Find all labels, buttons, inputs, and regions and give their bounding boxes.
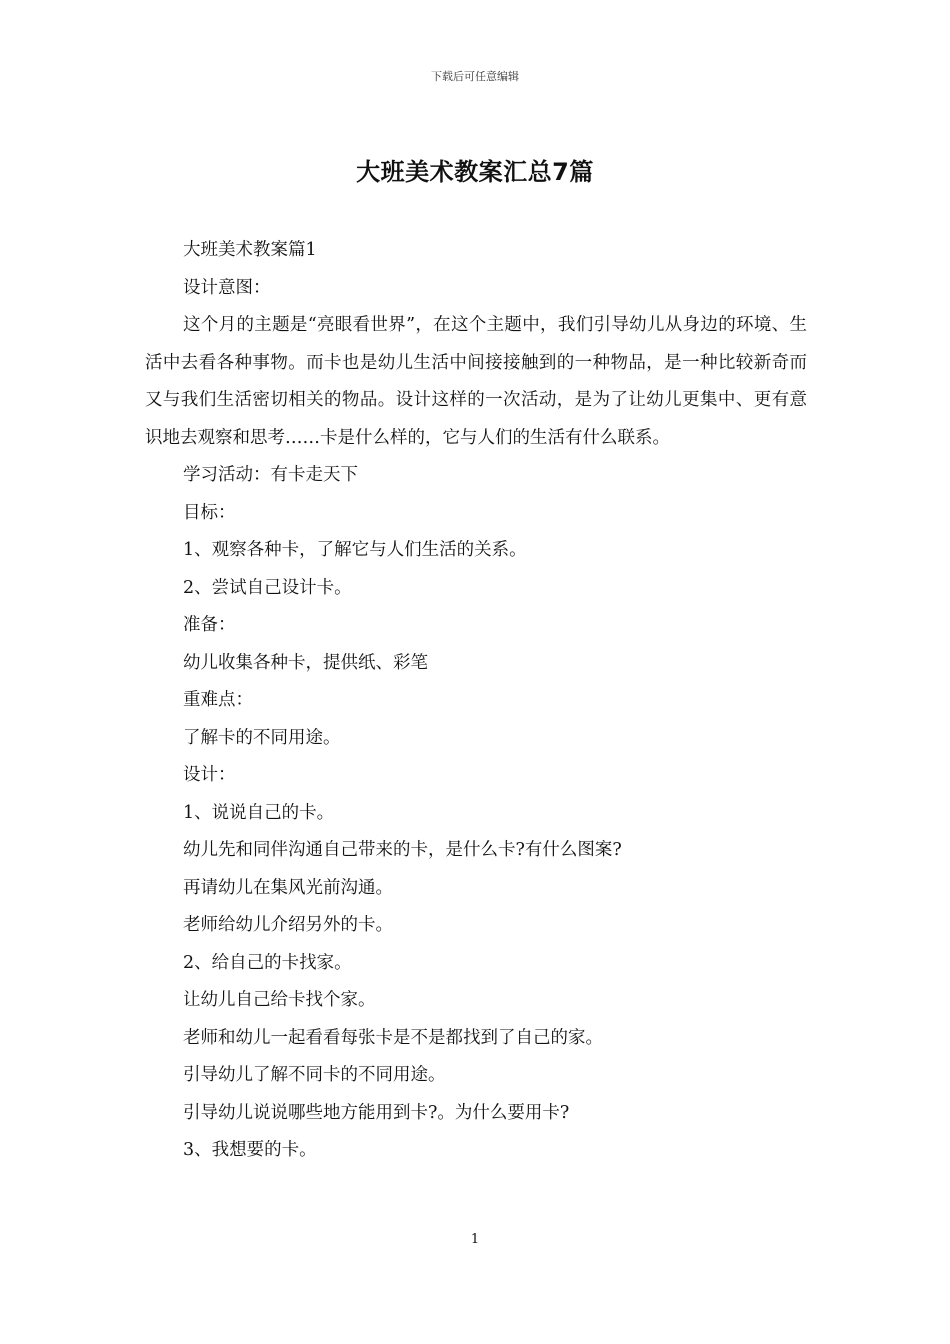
paragraph-key-points-label: 重难点：	[183, 690, 253, 710]
paragraph-step-1-a: 幼儿先和同伴沟通自己带来的卡，是什么卡?有什么图案?	[183, 840, 622, 860]
paragraph-step-1-c: 老师给幼儿介绍另外的卡。	[183, 915, 393, 935]
paragraph-step-3: 3、我想要的卡。	[183, 1140, 317, 1160]
paragraph-step-2-a: 让幼儿自己给卡找个家。	[183, 990, 376, 1010]
paragraph-step-2-c: 引导幼儿了解不同卡的不同用途。	[183, 1065, 446, 1085]
paragraph-design-intent-label: 设计意图：	[183, 277, 271, 298]
paragraph-step-2-d: 引导幼儿说说哪些地方能用到卡?。为什么要用卡?	[183, 1102, 570, 1123]
document-body	[145, 232, 807, 1170]
paragraph-step-2-b: 老师和幼儿一起看看每张卡是不是都找到了自己的家。	[183, 1027, 603, 1048]
paragraph-design-intent: 这个月的主题是“亮眼看世界”，在这个主题中，我们引导幼儿从身边的环境、生活中去看各种事物。而卡也是幼儿生活中间接接触到的一种物品，是一种比较新奇而又与我们生活密切相关的物品。设计这样的一次活动，是为了让幼儿更集中、更有意识地去观察和思考……卡是什么样的，它与人们的生活有什么联系。	[145, 315, 807, 448]
paragraph-activity-name: 学习活动：有卡走天下	[183, 465, 358, 485]
paragraph-preparation: 幼儿收集各种卡，提供纸、彩笔	[183, 652, 428, 673]
paragraph-step-2: 2、给自己的卡找家。	[183, 952, 352, 973]
document-title: 大班美术教案汇总7篇	[356, 158, 594, 186]
paragraph-goal-1: 1、观察各种卡，了解它与人们生活的关系。	[183, 540, 527, 560]
header-note: 下载后可任意编辑	[431, 70, 519, 83]
page-number: 1	[470, 1232, 480, 1247]
paragraph-goals-label: 目标：	[183, 502, 236, 523]
paragraph-key-points: 了解卡的不同用途。	[183, 727, 341, 748]
paragraph-goal-2: 2、尝试自己设计卡。	[183, 577, 352, 598]
paragraph-step-1: 1、说说自己的卡。	[183, 802, 335, 823]
paragraph-step-1-b: 再请幼儿在集风光前沟通。	[183, 877, 393, 898]
paragraph-preparation-label: 准备：	[183, 615, 236, 635]
paragraph-lesson-heading: 大班美术教案篇1	[183, 240, 317, 260]
paragraph-design-label: 设计：	[183, 765, 236, 785]
